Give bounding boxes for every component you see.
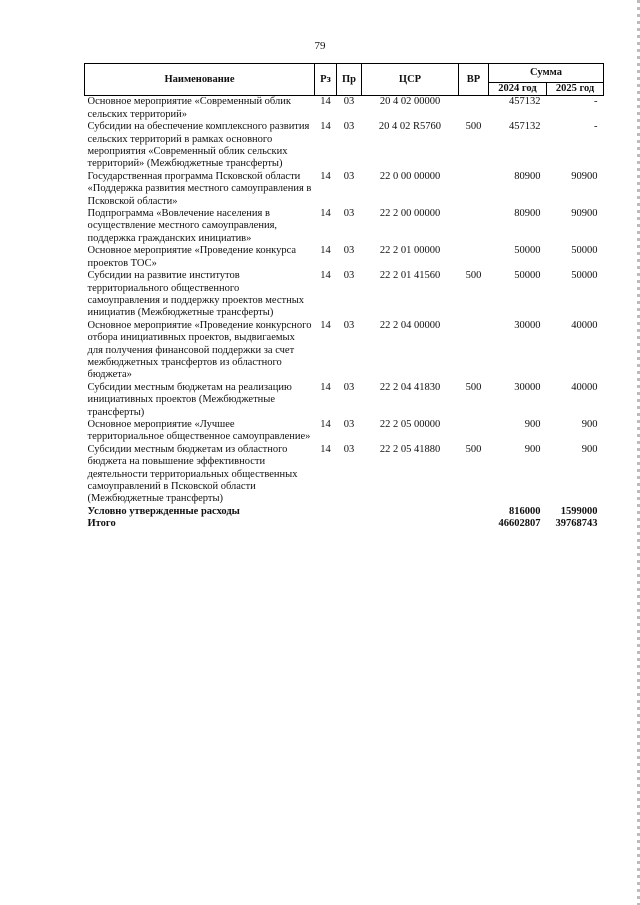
row-rz: 14 (320, 319, 331, 331)
row-vr: 500 (465, 443, 482, 455)
row-vr (459, 96, 489, 121)
header-name: Наименование (85, 64, 315, 96)
table-row (85, 245, 604, 270)
total-2024: 816000 (509, 505, 541, 517)
row-2025: - (594, 121, 598, 133)
total-2025: 39768743 (555, 518, 598, 530)
row-2024: 457132 (509, 96, 541, 108)
table-row (85, 270, 604, 320)
row-name: Субсидии на обеспечение комплексного развития сельских территорий в рамках основного мероприятия «Современный облик сельских территорий» (Межбюджетные трансферты) (87, 121, 310, 170)
row-2025: 50000 (571, 270, 598, 282)
row-csr: 22 2 05 41880 (379, 443, 441, 455)
row-2024: 457132 (509, 121, 541, 133)
row-name: Субсидии местным бюджетам на реализацию инициативных проектов (Межбюджетные трансферты) (87, 381, 292, 418)
row-vr: 500 (465, 381, 482, 393)
table-body (85, 96, 604, 531)
row-2024: 50000 (514, 270, 541, 282)
row-name: Подпрограмма «Вовлечение населения в осуществление местного самоуправления, поддержка гражданских инициатив» (87, 208, 278, 244)
header-vr: ВР (459, 64, 489, 96)
total-2025: 1599000 (560, 505, 598, 517)
table-row (85, 444, 604, 506)
table-row (85, 96, 604, 121)
row-rz: 14 (320, 418, 331, 430)
row-pr: 03 (343, 443, 355, 455)
table-row (85, 419, 604, 444)
row-2024: 80900 (514, 208, 541, 220)
row-pr: 03 (343, 245, 355, 257)
row-vr (459, 245, 489, 270)
row-2025: 900 (581, 443, 598, 455)
row-csr: 22 2 00 00000 (379, 208, 441, 220)
total-row (85, 518, 604, 530)
row-name: Субсидии местным бюджетам из областного бюджета на повышение эффективности деятельности территориальных общественных самоуправлений в Псковской области (Межбюджетные трансферты) (87, 443, 298, 505)
row-vr: 500 (465, 270, 482, 282)
row-pr: 03 (343, 418, 355, 430)
table-row (85, 320, 604, 382)
row-2024: 30000 (514, 381, 541, 393)
row-name: Субсидии на развитие институтов территориального общественного самоуправления и поддержку проектов местных инициатив (Межбюджетные трансферты) (87, 270, 305, 319)
row-rz: 14 (320, 208, 331, 220)
row-csr: 22 2 05 00000 (379, 418, 441, 430)
total-2024: 46602807 (498, 518, 541, 530)
row-2024: 30000 (514, 319, 541, 331)
header-2025: 2025 год (547, 83, 604, 96)
page-number: 79 (314, 40, 326, 52)
row-csr: 22 2 04 00000 (379, 319, 441, 331)
row-pr: 03 (343, 381, 355, 393)
row-2025: 40000 (571, 319, 598, 331)
row-pr: 03 (343, 208, 355, 220)
header-2024: 2024 год (489, 83, 547, 96)
row-rz: 14 (320, 443, 331, 455)
total-name: Условно утвержденные расходы (87, 505, 240, 517)
row-2025: 90900 (571, 170, 598, 182)
row-2025: 40000 (571, 381, 598, 393)
row-rz: 14 (320, 121, 331, 133)
row-2024: 50000 (514, 245, 541, 257)
row-2025: 50000 (571, 245, 598, 257)
row-csr: 22 2 04 41830 (379, 381, 441, 393)
row-rz: 14 (320, 381, 331, 393)
row-rz: 14 (320, 96, 331, 108)
row-vr (459, 320, 489, 382)
row-csr: 20 4 02 00000 (379, 96, 441, 108)
total-name: Итого (87, 518, 116, 530)
row-pr: 03 (343, 170, 355, 182)
row-name: Основное мероприятие «Современный облик сельских территорий» (87, 96, 291, 120)
row-name: Основное мероприятие «Лучшее территориальное общественное самоуправление» (87, 418, 311, 443)
header-rz: Рз (315, 64, 337, 96)
row-pr: 03 (343, 121, 355, 133)
row-pr: 03 (343, 270, 355, 282)
row-2024: 900 (524, 418, 541, 430)
row-name: Основное мероприятие «Проведение конкурса проектов ТОС» (87, 245, 297, 269)
budget-table (84, 63, 604, 531)
row-2024: 80900 (514, 170, 541, 182)
row-2025: 90900 (571, 208, 598, 220)
header-pr: Пр (337, 64, 362, 96)
table-row (85, 121, 604, 171)
row-csr: 22 2 01 41560 (379, 270, 441, 282)
row-csr: 20 4 02 R5760 (378, 121, 442, 133)
row-csr: 22 0 00 00000 (379, 170, 441, 182)
row-name: Основное мероприятие «Проведение конкурсного отбора инициативных проектов, выдвигаемых для получения финансовой поддержки за счет межбюджетных трансфертов из областного бюджета» (87, 319, 312, 381)
row-rz: 14 (320, 245, 331, 257)
row-rz: 14 (320, 270, 331, 282)
row-name: Государственная программа Псковской области «Поддержка развития местного самоуправления в Псковской области» (87, 170, 312, 207)
row-csr: 22 2 01 00000 (379, 245, 441, 257)
header-sum: Сумма (489, 64, 604, 83)
row-2024: 900 (524, 443, 541, 455)
row-vr (459, 419, 489, 444)
row-vr (459, 208, 489, 245)
table-row (85, 382, 604, 419)
row-vr (459, 171, 489, 208)
table-row (85, 208, 604, 245)
row-2025: - (594, 96, 598, 108)
row-vr: 500 (465, 121, 482, 133)
table-row (85, 171, 604, 208)
total-row (85, 506, 604, 518)
budget-table-container (84, 63, 603, 531)
row-rz: 14 (320, 170, 331, 182)
row-pr: 03 (343, 319, 355, 331)
header-csr: ЦСР (362, 64, 459, 96)
row-2025: 900 (581, 418, 598, 430)
row-pr: 03 (343, 96, 355, 108)
